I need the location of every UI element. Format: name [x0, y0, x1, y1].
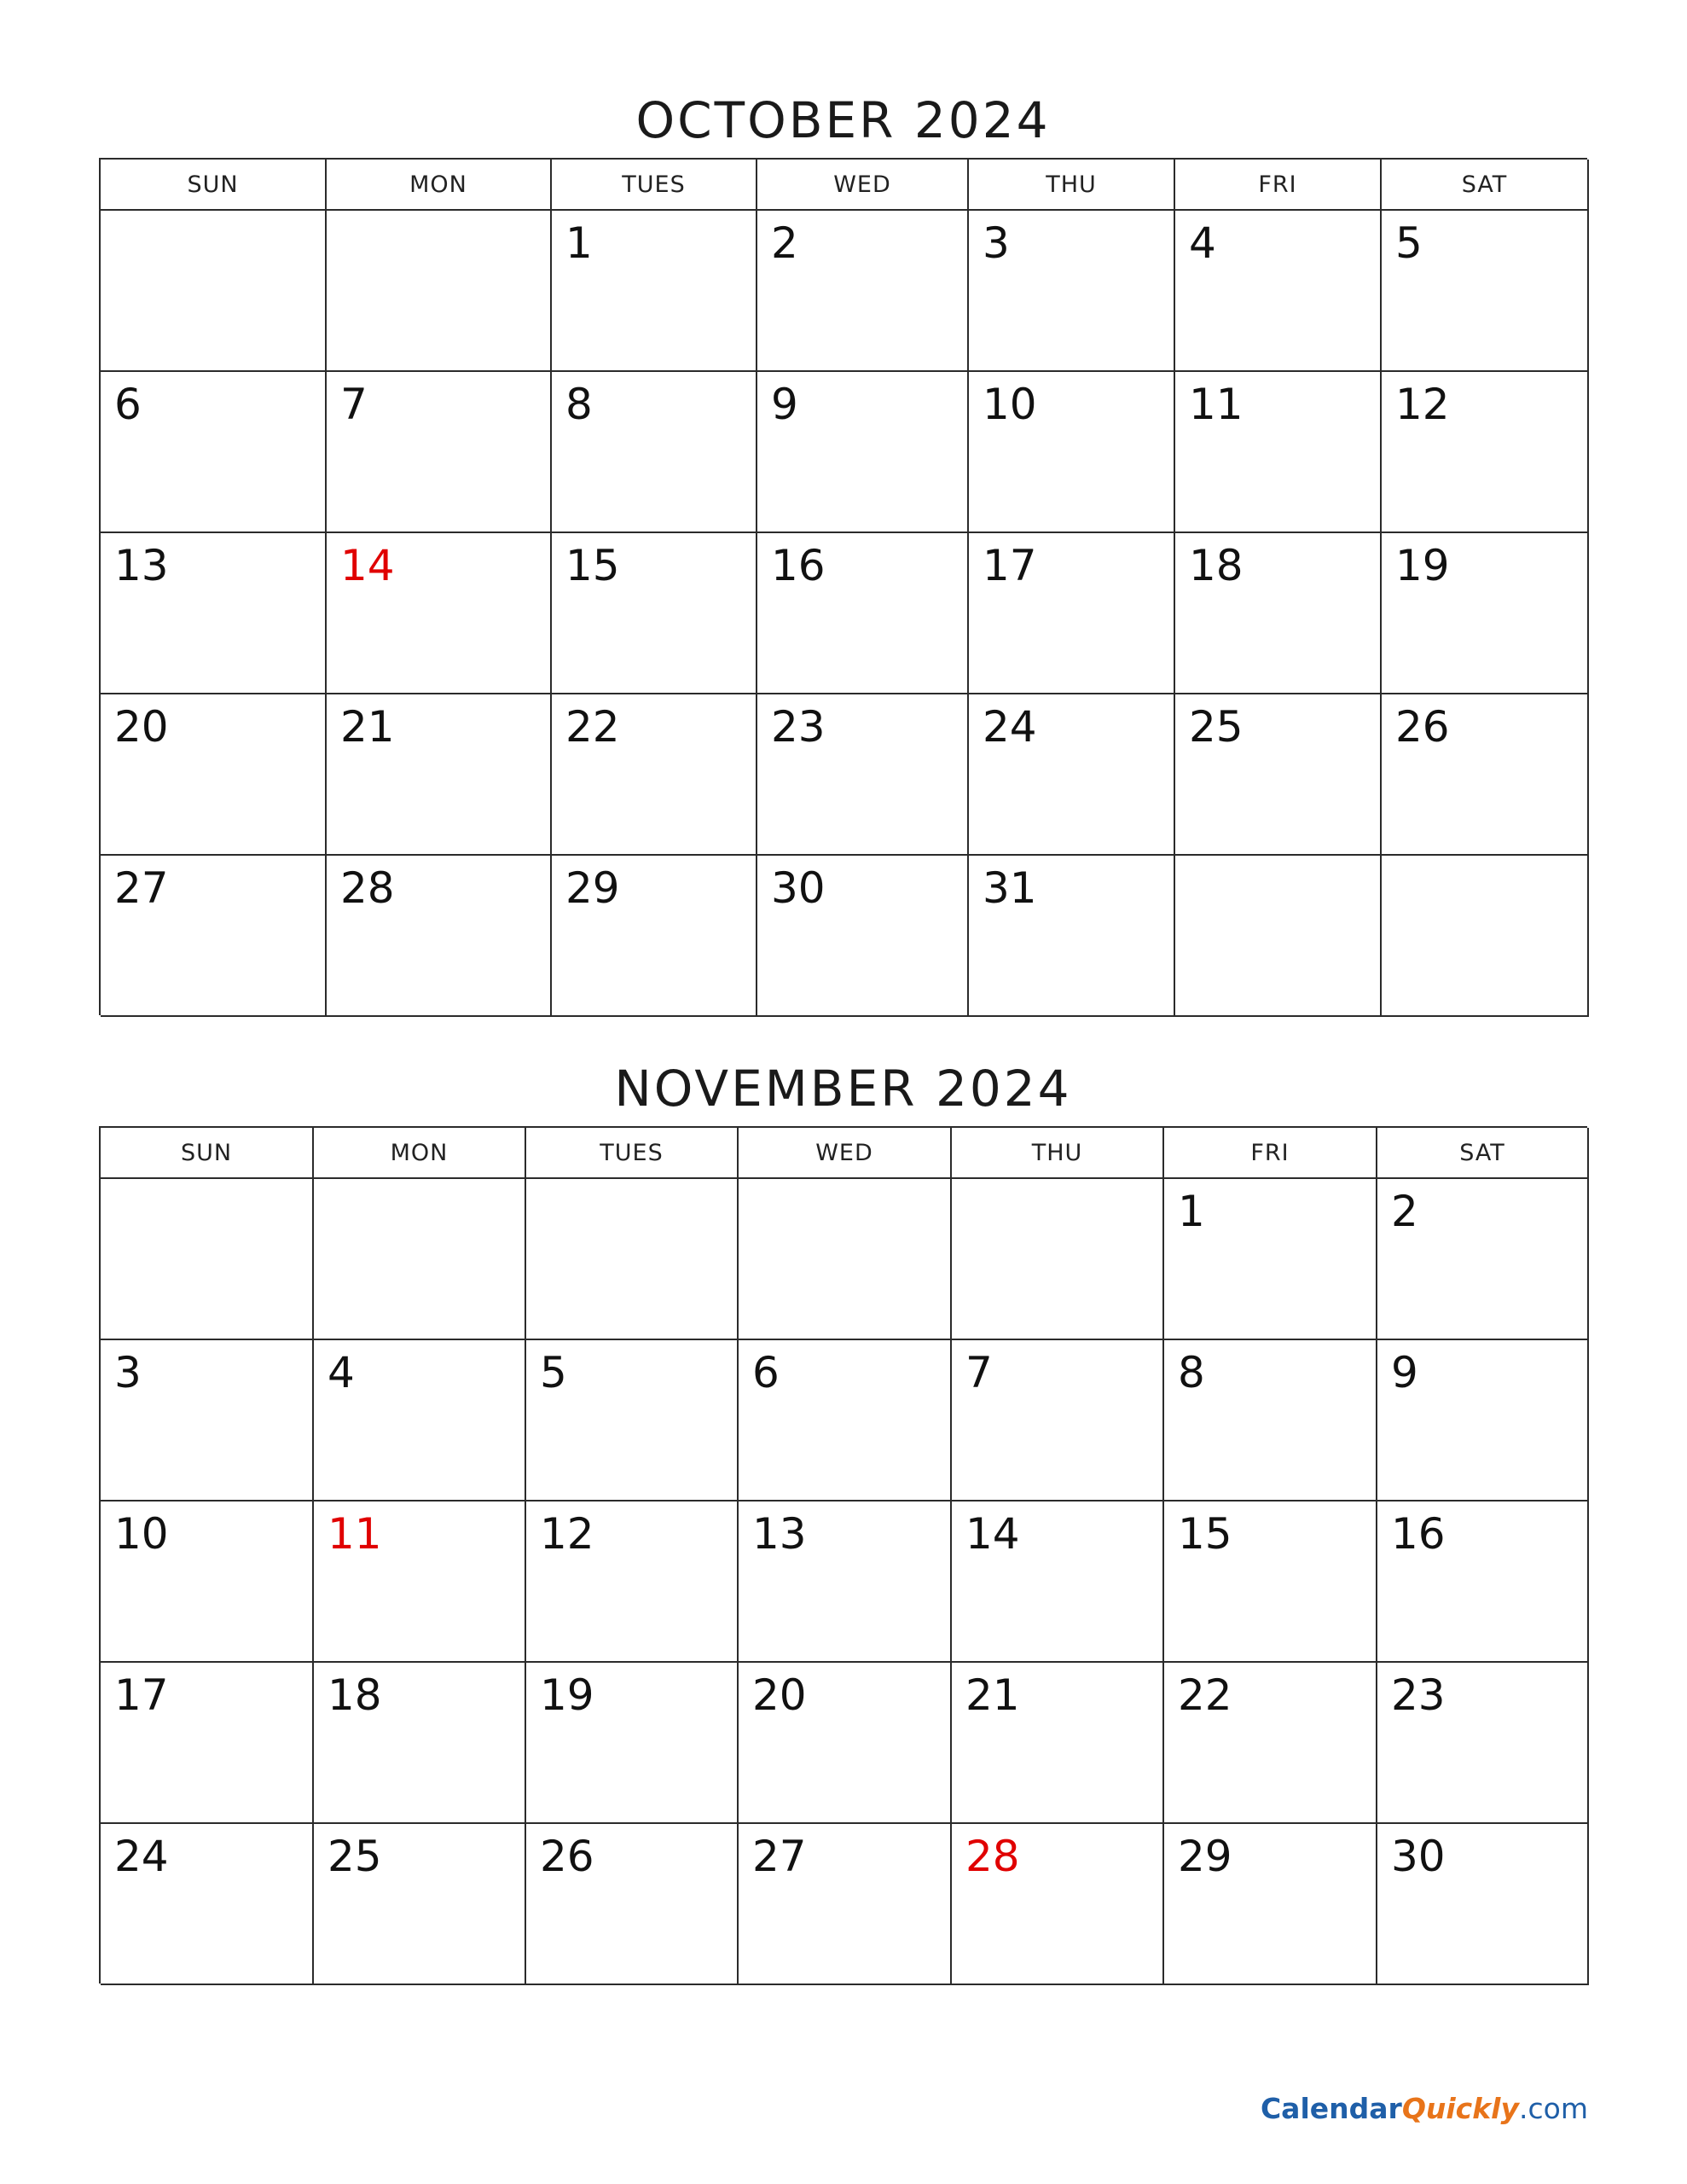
day-cell: [101, 533, 327, 694]
day-number: 17: [983, 541, 1037, 590]
day-number: 20: [114, 702, 169, 752]
day-number: 24: [983, 702, 1037, 752]
day-number: 4: [328, 1348, 355, 1397]
day-cell: [1382, 533, 1589, 694]
day-cell: [327, 856, 552, 1017]
day-number: 6: [114, 380, 142, 429]
day-cell: [969, 856, 1175, 1017]
brand-domain-suffix: .com: [1519, 2092, 1588, 2125]
day-cell: [552, 211, 757, 372]
day-number: 19: [1395, 541, 1450, 590]
day-number: 21: [340, 702, 395, 752]
october-month-title: OCTOBER 2024: [635, 91, 1051, 149]
day-number: 29: [565, 863, 620, 913]
empty-day-cell: [101, 211, 327, 372]
day-number: 30: [1391, 1832, 1446, 1881]
day-cell: [952, 1824, 1164, 1985]
day-number: 24: [114, 1832, 169, 1881]
day-cell: [327, 694, 552, 856]
day-cell: [101, 1340, 314, 1502]
weekday-header: WED: [757, 160, 969, 211]
day-cell: [739, 1502, 952, 1663]
day-cell: [314, 1663, 526, 1824]
day-number: 23: [771, 702, 826, 752]
empty-day-cell: [101, 1179, 314, 1340]
day-number: 31: [983, 863, 1037, 913]
day-cell: [757, 533, 969, 694]
day-cell: [757, 856, 969, 1017]
day-cell: [101, 1663, 314, 1824]
october-calendar-grid: [99, 158, 1587, 1015]
day-number: 19: [540, 1670, 594, 1720]
day-cell: [526, 1824, 739, 1985]
day-cell: [969, 211, 1175, 372]
day-cell: [952, 1340, 1164, 1502]
day-cell: [314, 1824, 526, 1985]
day-number: 2: [1391, 1187, 1418, 1236]
day-cell: [969, 694, 1175, 856]
day-number: 29: [1178, 1832, 1232, 1881]
day-number: 7: [965, 1348, 993, 1397]
day-cell: [552, 694, 757, 856]
day-number: 18: [328, 1670, 382, 1720]
day-cell: [1382, 211, 1589, 372]
day-cell: [757, 372, 969, 533]
day-number: 1: [1178, 1187, 1205, 1236]
day-cell: [1377, 1502, 1589, 1663]
day-cell: [1175, 694, 1382, 856]
weekday-header: SUN: [101, 160, 327, 211]
day-cell: [1164, 1663, 1377, 1824]
empty-day-cell: [526, 1179, 739, 1340]
day-number: 3: [983, 218, 1010, 268]
day-number: 12: [540, 1509, 594, 1559]
day-number: 13: [752, 1509, 807, 1559]
day-number: 15: [1178, 1509, 1232, 1559]
empty-day-cell: [314, 1179, 526, 1340]
day-cell: [1164, 1502, 1377, 1663]
empty-day-cell: [739, 1179, 952, 1340]
day-cell: [552, 856, 757, 1017]
day-cell: [1164, 1179, 1377, 1340]
calendarquickly-logo: [1261, 2094, 1588, 2123]
day-number: 11: [1189, 380, 1244, 429]
day-number: 14: [965, 1509, 1020, 1559]
holiday-day-number: 28: [965, 1832, 1020, 1881]
day-cell: [739, 1340, 952, 1502]
day-cell: [739, 1824, 952, 1985]
day-number: 12: [1395, 380, 1450, 429]
holiday-day-number: 14: [340, 541, 395, 590]
day-number: 25: [1189, 702, 1244, 752]
day-cell: [1164, 1824, 1377, 1985]
weekday-header: FRI: [1175, 160, 1382, 211]
weekday-header: TUES: [526, 1128, 739, 1179]
day-number: 16: [1391, 1509, 1446, 1559]
day-number: 7: [340, 380, 368, 429]
weekday-header: SAT: [1377, 1128, 1589, 1179]
day-cell: [327, 372, 552, 533]
day-cell: [526, 1663, 739, 1824]
day-number: 26: [540, 1832, 594, 1881]
weekday-header: MON: [327, 160, 552, 211]
holiday-day-number: 11: [328, 1509, 382, 1559]
day-number: 20: [752, 1670, 807, 1720]
day-number: 26: [1395, 702, 1450, 752]
day-number: 13: [114, 541, 169, 590]
day-number: 9: [1391, 1348, 1418, 1397]
day-cell: [526, 1502, 739, 1663]
day-cell: [101, 694, 327, 856]
day-cell: [101, 1502, 314, 1663]
day-number: 28: [340, 863, 395, 913]
day-cell: [969, 533, 1175, 694]
day-number: 27: [114, 863, 169, 913]
day-cell: [969, 372, 1175, 533]
day-cell: [757, 694, 969, 856]
empty-day-cell: [327, 211, 552, 372]
weekday-header: MON: [314, 1128, 526, 1179]
brand-word-calendar: Calendar: [1260, 2092, 1402, 2125]
weekday-header: FRI: [1164, 1128, 1377, 1179]
day-cell: [552, 372, 757, 533]
day-cell: [552, 533, 757, 694]
day-number: 8: [1178, 1348, 1205, 1397]
november-calendar-grid: [99, 1126, 1587, 1984]
day-number: 22: [565, 702, 620, 752]
day-cell: [1175, 533, 1382, 694]
day-cell: [1377, 1340, 1589, 1502]
day-number: 10: [983, 380, 1037, 429]
day-cell: [101, 372, 327, 533]
november-month-title: NOVEMBER 2024: [614, 1060, 1072, 1118]
day-cell: [1377, 1824, 1589, 1985]
day-cell: [1377, 1663, 1589, 1824]
weekday-header: THU: [969, 160, 1175, 211]
day-cell: [101, 1824, 314, 1985]
weekday-header: SAT: [1382, 160, 1589, 211]
day-cell: [1175, 372, 1382, 533]
day-number: 9: [771, 380, 798, 429]
day-cell: [739, 1663, 952, 1824]
day-number: 21: [965, 1670, 1020, 1720]
weekday-header: TUES: [552, 160, 757, 211]
weekday-header: SUN: [101, 1128, 314, 1179]
day-number: 25: [328, 1832, 382, 1881]
day-cell: [952, 1663, 1164, 1824]
day-number: 4: [1189, 218, 1216, 268]
weekday-header: THU: [952, 1128, 1164, 1179]
day-cell: [1377, 1179, 1589, 1340]
day-number: 30: [771, 863, 826, 913]
day-number: 5: [1395, 218, 1423, 268]
day-number: 3: [114, 1348, 142, 1397]
day-number: 22: [1178, 1670, 1232, 1720]
day-cell: [1382, 694, 1589, 856]
day-number: 16: [771, 541, 826, 590]
day-number: 10: [114, 1509, 169, 1559]
day-cell: [1382, 372, 1589, 533]
day-number: 1: [565, 218, 593, 268]
day-number: 6: [752, 1348, 780, 1397]
day-number: 18: [1189, 541, 1244, 590]
day-number: 5: [540, 1348, 567, 1397]
day-cell: [1164, 1340, 1377, 1502]
day-number: 17: [114, 1670, 169, 1720]
empty-day-cell: [952, 1179, 1164, 1340]
day-cell: [952, 1502, 1164, 1663]
day-cell: [327, 533, 552, 694]
day-cell: [757, 211, 969, 372]
empty-day-cell: [1175, 856, 1382, 1017]
day-cell: [1175, 211, 1382, 372]
day-cell: [314, 1340, 526, 1502]
day-number: 15: [565, 541, 620, 590]
brand-word-quickly: Quickly: [1401, 2092, 1520, 2125]
day-cell: [101, 856, 327, 1017]
day-number: 8: [565, 380, 593, 429]
day-cell: [526, 1340, 739, 1502]
day-number: 27: [752, 1832, 807, 1881]
empty-day-cell: [1382, 856, 1589, 1017]
day-number: 23: [1391, 1670, 1446, 1720]
weekday-header: WED: [739, 1128, 952, 1179]
day-cell: [314, 1502, 526, 1663]
day-number: 2: [771, 218, 798, 268]
